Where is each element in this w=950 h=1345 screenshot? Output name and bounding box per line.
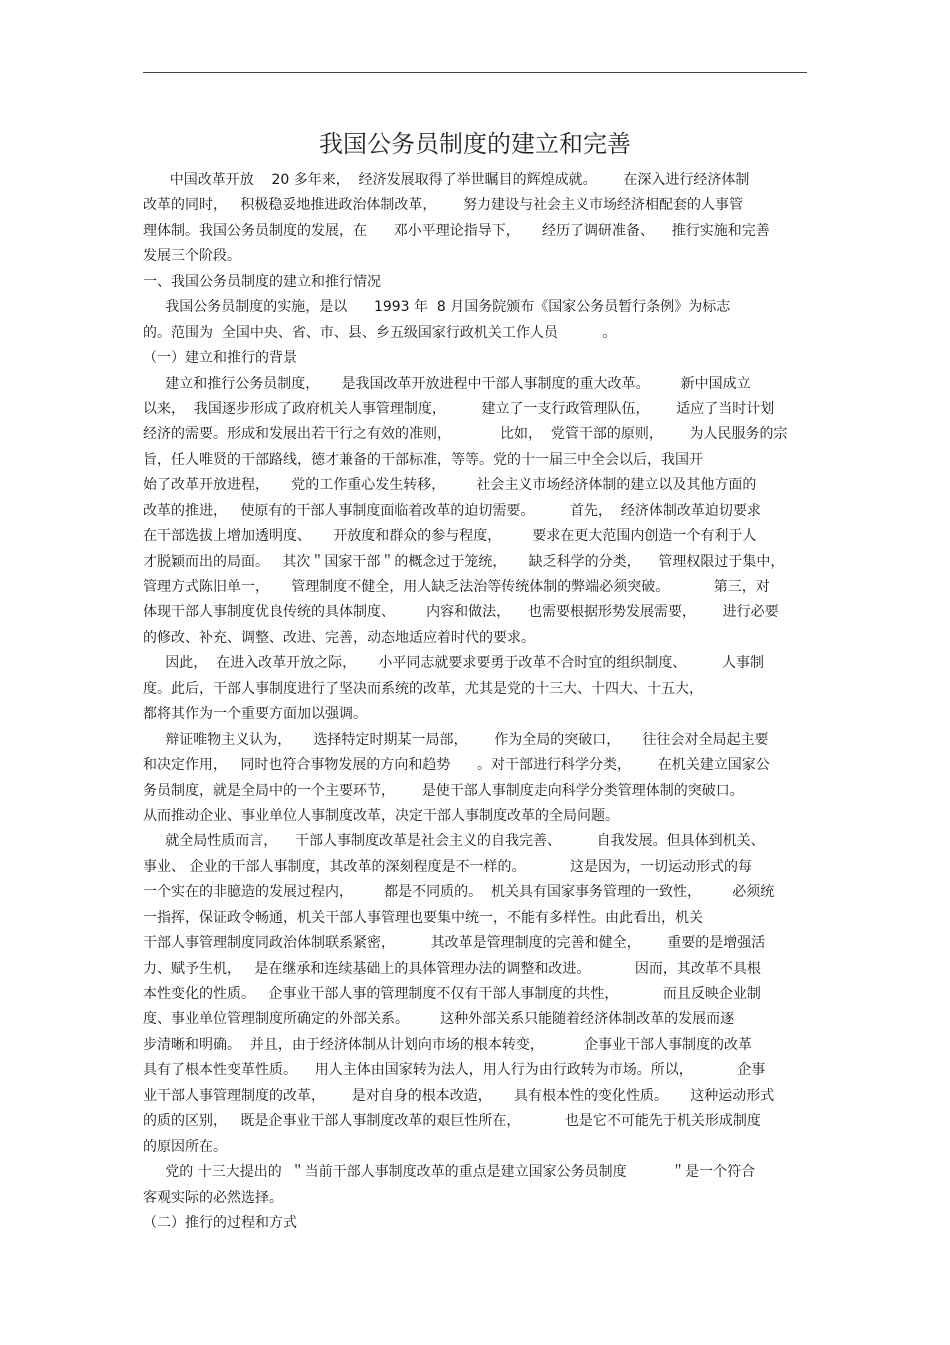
header-rule	[143, 72, 807, 73]
text-line: 务员制度，就是全局中的一个主要环节， 是使干部人事制度走向科学分类管理体制的突破口。	[143, 782, 744, 799]
text-line: 具有了根本性变革性质。 用人主体由国家转为法人，用人行为由行政转为市场。所以， 企事	[143, 1062, 766, 1079]
text-line: 和决定作用， 同时也符合事物发展的方向和趋势 。对干部进行科学分类， 在机关建立国家公	[143, 757, 770, 774]
text-line: 一、我国公务员制度的建立和推行情况	[143, 273, 381, 290]
text-line: 的原因所在。	[143, 1138, 227, 1155]
text-line: 因此， 在进入改革开放之际， 小平同志就要求要勇于改革不合时宜的组织制度、 人事制	[143, 655, 765, 672]
text-line: 业干部人事管理制度的改革， 是对自身的根本改造， 具有根本性的变化性质。 这种运动形式	[143, 1087, 775, 1104]
text-line: 管理方式陈旧单一， 管理制度不健全，用人缺乏法治等传统体制的弊端必须突破。 第三，对	[143, 579, 770, 595]
text-line: 力、赋予生机， 是在继承和连续基础上的具体管理办法的调整和改进。 因而，其改革不具根	[143, 960, 761, 977]
text-line: 干部人事管理制度同政治体制联系紧密， 其改革是管理制度的完善和健全， 重要的是增强活	[143, 935, 766, 952]
text-line: 都将其作为一个重要方面加以强调。	[143, 706, 367, 723]
text-line: 客观实际的必然选择。	[143, 1189, 283, 1206]
text-line: 经济的需要。形成和发展出若干行之有效的准则， 比如， 党管干部的原则， 为人民服务的宗	[143, 426, 788, 443]
text-line: 发展三个阶段。	[143, 248, 241, 265]
text-line: 从而推动企业、事业单位人事制度改革，决定干部人事制度改革的全局问题。	[143, 807, 619, 824]
text-line: 一指挥，保证政令畅通，机关干部人事管理也要集中统一，不能有多样性。由此看出，机关	[143, 909, 703, 926]
text-line: 本性变化的性质。 企事业干部人事的管理制度不仅有干部人事制度的共性， 而且反映企业制	[143, 986, 761, 1002]
document-title: 我国公务员制度的建立和完善	[319, 130, 631, 158]
text-line: 中国改革开放 20 多年来， 经济发展取得了举世瞩目的辉煌成就。 在深入进行经济体制	[143, 172, 750, 188]
text-line: 理体制。我国公务员制度的发展，在 邓小平理论指导下， 经历了调研准备、 推行实施和完善	[143, 222, 770, 239]
text-line: 体现干部人事制度优良传统的具体制度、 内容和做法， 也需要根据形势发展需要， 进行必要	[143, 604, 779, 621]
text-line: 就全局性质而言， 干部人事制度改革是社会主义的自我完善、 自我发展。但具体到机关、	[143, 833, 765, 850]
text-line: 以来， 我国逐步形成了政府机关人事管理制度， 建立了一支行政管理队伍， 适应了当时计划	[143, 400, 775, 417]
text-line: 度、事业单位管理制度所确定的外部关系。 这种外部关系只能随着经济体制改革的发展而逐	[143, 1011, 735, 1028]
text-line: 一个实在的非臆造的发展过程内， 都是不同质的。 机关具有国家事务管理的一致性， 必须统	[143, 884, 775, 901]
text-line: 事业、 企业的干部人事制度，其改革的深刻程度是不一样的。 这是因为，一切运动形式的每	[143, 858, 752, 875]
text-line: 旨，任人唯贤的干部路线，德才兼备的干部标准，等等。党的十一届三中全会以后，我国开	[143, 451, 703, 468]
text-line: 辩证唯物主义认为， 选择特定时期某一局部， 作为全局的突破口， 往往会对全局起主要	[143, 731, 769, 748]
text-line: 在干部选拔上增加透明度、 开放度和群众的参与程度， 要求在更大范围内创造一个有利于人	[143, 528, 757, 545]
document-body	[143, 168, 809, 1236]
text-line: 我国公务员制度的实施，是以 1993 年 8 月国务院颁布《国家公务员暂行条例》为标志	[143, 299, 731, 316]
text-line: 党的 十三大提出的 ＂当前干部人事制度改革的重点是建立国家公务员制度 ＂是一个符合	[143, 1164, 756, 1181]
text-line: 始了改革开放进程， 党的工作重心发生转移， 社会主义市场经济体制的建立以及其他方面的	[143, 477, 757, 494]
text-line: （一）建立和推行的背景	[143, 350, 297, 367]
text-line: 的质的区别， 既是企事业干部人事制度改革的艰巨性所在， 也是它不可能先于机关形成制度	[143, 1113, 761, 1130]
text-line: 改革的同时， 积极稳妥地推进政治体制改革， 努力建设与社会主义市场经济相配套的人事管	[143, 197, 744, 214]
text-line: 步清晰和明确。 并且，由于经济体制从计划向市场的根本转变， 企事业干部人事制度的改革	[143, 1036, 752, 1053]
text-line: 才脱颖而出的局面。 其次＂国家干部＂的概念过于笼统， 缺乏科学的分类， 管理权限过于集中，	[143, 553, 785, 570]
text-line: 的。范围为 全国中央、省、市、县、乡五级国家行政机关工作人员 。	[143, 324, 617, 341]
text-line: 建立和推行公务员制度， 是我国改革开放进程中干部人事制度的重大改革。 新中国成立	[143, 375, 751, 392]
text-line: 度。此后，干部人事制度进行了坚决而系统的改革，尤其是党的十三大、十四大、十五大，	[143, 680, 703, 697]
text-line: 的修改、补充、调整、改进、完善，动态地适应着时代的要求。	[143, 629, 535, 646]
text-line: （二）推行的过程和方式	[143, 1214, 297, 1231]
text-line: 改革的推进， 使原有的干部人事制度面临着改革的迫切需要。 首先， 经济体制改革迫切要求	[143, 502, 761, 519]
